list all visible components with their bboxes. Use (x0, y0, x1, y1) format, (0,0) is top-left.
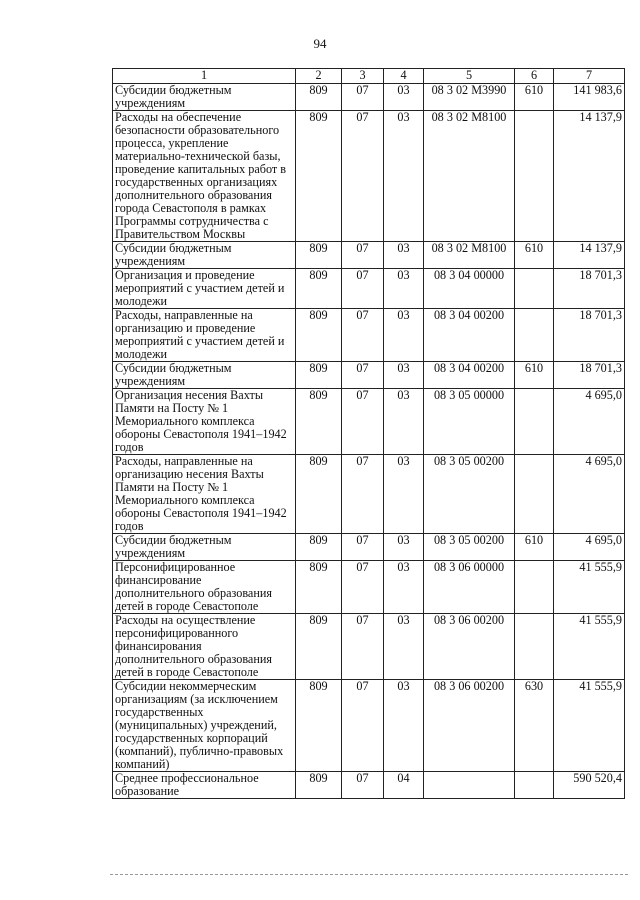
cell-expense-type: 610 (515, 84, 554, 111)
table-row (113, 389, 625, 455)
cell-name: Расходы на осуществление персонифицированного финансирования дополнительного образования детей в городе Севастополе (113, 614, 296, 680)
column-header-expense-type: 6 (515, 69, 554, 84)
cell-subsection: 04 (384, 772, 424, 799)
column-header-name: 1 (113, 69, 296, 84)
table-row (113, 111, 625, 242)
cell-target: 08 3 02 М8100 (424, 242, 515, 269)
table-row (113, 84, 625, 111)
cell-amount: 590 520,4 (554, 772, 625, 799)
cell-expense-type (515, 561, 554, 614)
table-row (113, 534, 625, 561)
cell-amount: 41 555,9 (554, 680, 625, 772)
cell-subsection: 03 (384, 242, 424, 269)
cell-ministry: 809 (296, 362, 342, 389)
cell-ministry: 809 (296, 389, 342, 455)
table-row (113, 362, 625, 389)
cell-target: 08 3 06 00200 (424, 614, 515, 680)
cell-ministry: 809 (296, 242, 342, 269)
cell-ministry: 809 (296, 111, 342, 242)
cell-subsection: 03 (384, 269, 424, 309)
column-header-ministry: 2 (296, 69, 342, 84)
cell-name: Среднее профессиональное образование (113, 772, 296, 799)
cell-ministry: 809 (296, 680, 342, 772)
cell-section: 07 (342, 534, 384, 561)
cell-subsection: 03 (384, 389, 424, 455)
cell-name: Персонифицированное финансирование дополнительного образования детей в городе Севастополе (113, 561, 296, 614)
cell-name: Расходы, направленные на организацию несения Вахты Памяти на Посту № 1 Мемориального комплекса обороны Севастополя 1941–1942 годов (113, 455, 296, 534)
cell-target: 08 3 04 00200 (424, 362, 515, 389)
cell-section: 07 (342, 362, 384, 389)
table-row (113, 561, 625, 614)
cell-section: 07 (342, 389, 384, 455)
cell-expense-type (515, 455, 554, 534)
cell-ministry: 809 (296, 772, 342, 799)
cell-amount: 14 137,9 (554, 242, 625, 269)
cell-name: Субсидии некоммерческим организациям (за исключением государственных (муниципальных) учреждений, государственных корпораций (компаний), публично-правовых компаний) (113, 680, 296, 772)
cell-section: 07 (342, 309, 384, 362)
cell-ministry: 809 (296, 84, 342, 111)
table-header (113, 69, 625, 84)
cell-ministry: 809 (296, 534, 342, 561)
cell-target: 08 3 04 00000 (424, 269, 515, 309)
table-row (113, 269, 625, 309)
cell-amount: 41 555,9 (554, 561, 625, 614)
cell-ministry: 809 (296, 614, 342, 680)
cell-amount: 41 555,9 (554, 614, 625, 680)
page-bottom-divider (110, 874, 628, 875)
cell-target: 08 3 06 00200 (424, 680, 515, 772)
cell-name: Субсидии бюджетным учреждениям (113, 362, 296, 389)
cell-name: Субсидии бюджетным учреждениям (113, 534, 296, 561)
cell-expense-type: 610 (515, 362, 554, 389)
cell-expense-type: 630 (515, 680, 554, 772)
cell-ministry: 809 (296, 455, 342, 534)
cell-section: 07 (342, 455, 384, 534)
cell-subsection: 03 (384, 362, 424, 389)
cell-amount: 18 701,3 (554, 362, 625, 389)
page-number: 94 (313, 36, 327, 51)
cell-subsection: 03 (384, 111, 424, 242)
cell-ministry: 809 (296, 309, 342, 362)
cell-amount: 18 701,3 (554, 269, 625, 309)
cell-target: 08 3 05 00000 (424, 389, 515, 455)
cell-subsection: 03 (384, 309, 424, 362)
cell-name: Расходы, направленные на организацию и проведение мероприятий с участием детей и молодежи (113, 309, 296, 362)
cell-subsection: 03 (384, 455, 424, 534)
column-header-section: 3 (342, 69, 384, 84)
cell-section: 07 (342, 561, 384, 614)
cell-target: 08 3 06 00000 (424, 561, 515, 614)
cell-section: 07 (342, 269, 384, 309)
column-header-target: 5 (424, 69, 515, 84)
table-row (113, 680, 625, 772)
cell-expense-type: 610 (515, 242, 554, 269)
cell-amount: 141 983,6 (554, 84, 625, 111)
cell-expense-type (515, 269, 554, 309)
cell-name: Организация несения Вахты Памяти на Посту № 1 Мемориального комплекса обороны Севастополя 1941–1942 годов (113, 389, 296, 455)
cell-name: Расходы на обеспечение безопасности образовательного процесса, укрепление материально-технической базы, проведение капитальных работ в государственных организациях дополнительного образования города Севастополя в рамках Программы сотрудничества с Правительством Москвы (113, 111, 296, 242)
cell-target: 08 3 05 00200 (424, 534, 515, 561)
cell-expense-type (515, 772, 554, 799)
cell-expense-type (515, 309, 554, 362)
cell-name: Субсидии бюджетным учреждениям (113, 84, 296, 111)
cell-ministry: 809 (296, 269, 342, 309)
cell-subsection: 03 (384, 614, 424, 680)
cell-target: 08 3 02 М8100 (424, 111, 515, 242)
cell-section: 07 (342, 614, 384, 680)
cell-target: 08 3 05 00200 (424, 455, 515, 534)
cell-amount: 4 695,0 (554, 389, 625, 455)
cell-section: 07 (342, 84, 384, 111)
table-row (113, 309, 625, 362)
cell-amount: 14 137,9 (554, 111, 625, 242)
cell-amount: 4 695,0 (554, 455, 625, 534)
budget-table (112, 68, 625, 799)
table-body (113, 84, 625, 799)
header-row (113, 69, 625, 84)
cell-subsection: 03 (384, 680, 424, 772)
table-row (113, 614, 625, 680)
cell-section: 07 (342, 242, 384, 269)
table-row (113, 455, 625, 534)
cell-subsection: 03 (384, 534, 424, 561)
cell-section: 07 (342, 111, 384, 242)
cell-name: Организация и проведение мероприятий с участием детей и молодежи (113, 269, 296, 309)
cell-expense-type (515, 614, 554, 680)
cell-target: 08 3 04 00200 (424, 309, 515, 362)
cell-ministry: 809 (296, 561, 342, 614)
cell-expense-type (515, 389, 554, 455)
column-header-amount: 7 (554, 69, 625, 84)
cell-subsection: 03 (384, 84, 424, 111)
cell-name: Субсидии бюджетным учреждениям (113, 242, 296, 269)
cell-expense-type: 610 (515, 534, 554, 561)
cell-section: 07 (342, 680, 384, 772)
cell-section: 07 (342, 772, 384, 799)
column-header-subsection: 4 (384, 69, 424, 84)
table-row (113, 772, 625, 799)
cell-expense-type (515, 111, 554, 242)
cell-subsection: 03 (384, 561, 424, 614)
cell-target: 08 3 02 М3990 (424, 84, 515, 111)
cell-amount: 18 701,3 (554, 309, 625, 362)
table-row (113, 242, 625, 269)
cell-amount: 4 695,0 (554, 534, 625, 561)
cell-target (424, 772, 515, 799)
